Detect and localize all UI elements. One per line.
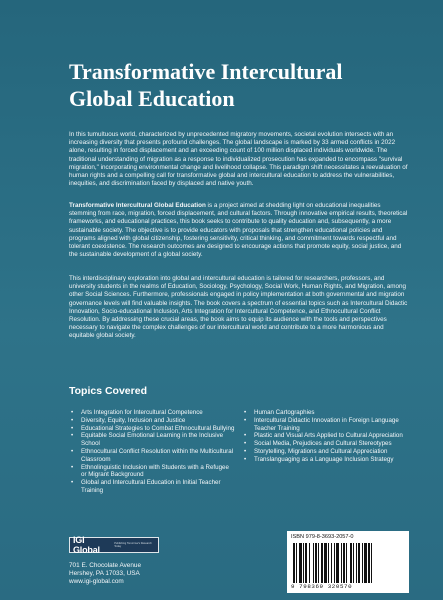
intro-paragraph: In this tumultuous world, characterized by unprecedented migratory movements, societal evolution intersects with an increasing diversity that presents profound challenges. The global landscape is marked by 33 armed conflicts in 2022 alone, resulting in forced displacement and an exceeding count of 100 million displaced individuals worldwide. The traditional understanding of migration as a response to individualized prosecution has expanded to encompass "survival migration," incorporating environmental change and livelihood collapse. This paradigm shift necessitates a reevaluation of human rights and a compelling call for transformative global and intercultural education to address the vulnerabilities, inequities, and discrimination faced by displaced and native youth. <box>69 131 408 188</box>
topic-item: • Plastic and Visual Arts Applied to Cultural Appreciation <box>242 432 409 440</box>
barcode-bar <box>331 543 332 583</box>
barcode-bar <box>350 543 352 583</box>
barcode-bar <box>299 543 302 583</box>
barcode-bar <box>371 543 372 583</box>
publisher-tagline: Publishing Tomorrow's Research Today <box>114 542 152 548</box>
topic-item: • Global and Intercultural Education in Initial Teacher Training <box>69 479 236 495</box>
publisher-address <box>69 562 141 587</box>
topics-heading: Topics Covered <box>69 385 147 397</box>
barcode-bar <box>364 543 367 583</box>
topic-item: • Diversity, Equity, Inclusion and Justice <box>69 417 236 425</box>
barcode-bar <box>336 543 339 583</box>
address-city: Hershey, PA 17033, USA <box>69 570 140 578</box>
barcode-bar <box>296 543 297 583</box>
topics-column-left <box>69 409 236 495</box>
barcode-bar <box>303 543 304 583</box>
barcode-bar <box>309 543 310 583</box>
topics-column-right <box>242 409 409 495</box>
barcode-bar <box>358 543 360 583</box>
topic-item: • Ethnocultural Conflict Resolution within the Multicultural Classroom <box>69 448 236 464</box>
barcode-bar <box>321 543 323 583</box>
project-paragraph-bold: Transformative Intercultural Global Education <box>69 202 206 209</box>
barcode-bar <box>343 543 345 583</box>
barcode-bar <box>328 543 329 583</box>
barcode-bar <box>318 543 319 583</box>
barcode-bar <box>341 543 342 583</box>
barcode-bar <box>293 543 295 583</box>
topic-item: • Human Cartographies <box>242 409 409 417</box>
topic-item: • Ethnolinguistic Inclusion with Students with a Refugee or Migrant Background <box>69 464 236 480</box>
barcode-bar <box>346 543 347 583</box>
barcode-bar <box>356 543 357 583</box>
project-paragraph <box>69 202 409 259</box>
barcode-bar <box>353 543 354 583</box>
barcode-bar <box>362 543 363 583</box>
audience-paragraph: This interdisciplinary exploration into global and intercultural education is tailored for researchers, professors, and university students in the realms of Education, Sociology, Psychology, Social Work, Human Rights, and Migration, among other Social Sciences. Furthermore, professionals engaged in policy implementation at both governmental and migration governance levels will find valuable insights. The book covers a spectrum of essential topics such as Intercultural Didactic Innovation, Socio-educational Inclusion, Arts Integration for Intercultural Competence, and Ethnocultural Conflict Resolution. By addressing these crucial areas, the book aims to equip its audience with the tools and perspectives necessary to navigate the complex challenges of our intercultural world and contribute to a more harmonious and equitable global society. <box>69 275 408 340</box>
address-website: www.igi-global.com <box>69 578 124 586</box>
barcode-bar <box>315 543 317 583</box>
topic-item: • Storytelling, Migrations and Cultural Appreciation <box>242 448 409 456</box>
topics-list <box>69 409 409 495</box>
barcode-bar <box>368 543 370 583</box>
topic-item: • Social Media, Prejudices and Cultural Stereotypes <box>242 440 409 448</box>
barcode-bar <box>334 543 335 583</box>
publisher-logo-text: IGI Global <box>73 535 100 555</box>
barcode-digits: 9 798369 320570 <box>291 583 353 590</box>
topic-item: • Translanguaging as a Language Inclusion Strategy <box>242 456 409 464</box>
topic-item: • Intercultural Didactic Innovation in Foreign Language Teacher Training <box>242 417 409 433</box>
project-paragraph-rest: is a project aimed at shedding light on educational inequalities stemming from race, migration, forced displacement, and cultural factors. Through innovative empirical results, theoretical frameworks, and educational practices, this book seeks to contribute to quality education and, subsequently, a more sustainable society. The objective is to provide educators with proposals that strengthen educational policies and programs aligned with global citizenship, fostering sensitivity, critical thinking, and commitment towards respectful and tolerant coexistence. The research outcomes are designed to encourage actions that promote equity, social justice, and the sustainable development of a global society. <box>69 202 408 259</box>
barcode-icon <box>293 543 403 583</box>
topic-item: • Arts Integration for Intercultural Competence <box>69 409 236 417</box>
barcode-bar <box>324 543 327 583</box>
barcode-bar <box>313 543 314 583</box>
book-title: Transformative Intercultural Global Education <box>69 59 343 111</box>
address-street: 701 E. Chocolate Avenue <box>69 562 142 569</box>
isbn-barcode <box>287 531 409 593</box>
topic-item: • Equitable Social Emotional Learning in the Inclusive School <box>69 432 236 448</box>
topic-item: • Educational Strategies to Combat Ethnocultural Bullying <box>69 425 236 433</box>
publisher-logo <box>69 537 159 553</box>
isbn-number: ISBN 979-8-3693-2057-0 <box>291 534 354 540</box>
barcode-bar <box>305 543 307 583</box>
